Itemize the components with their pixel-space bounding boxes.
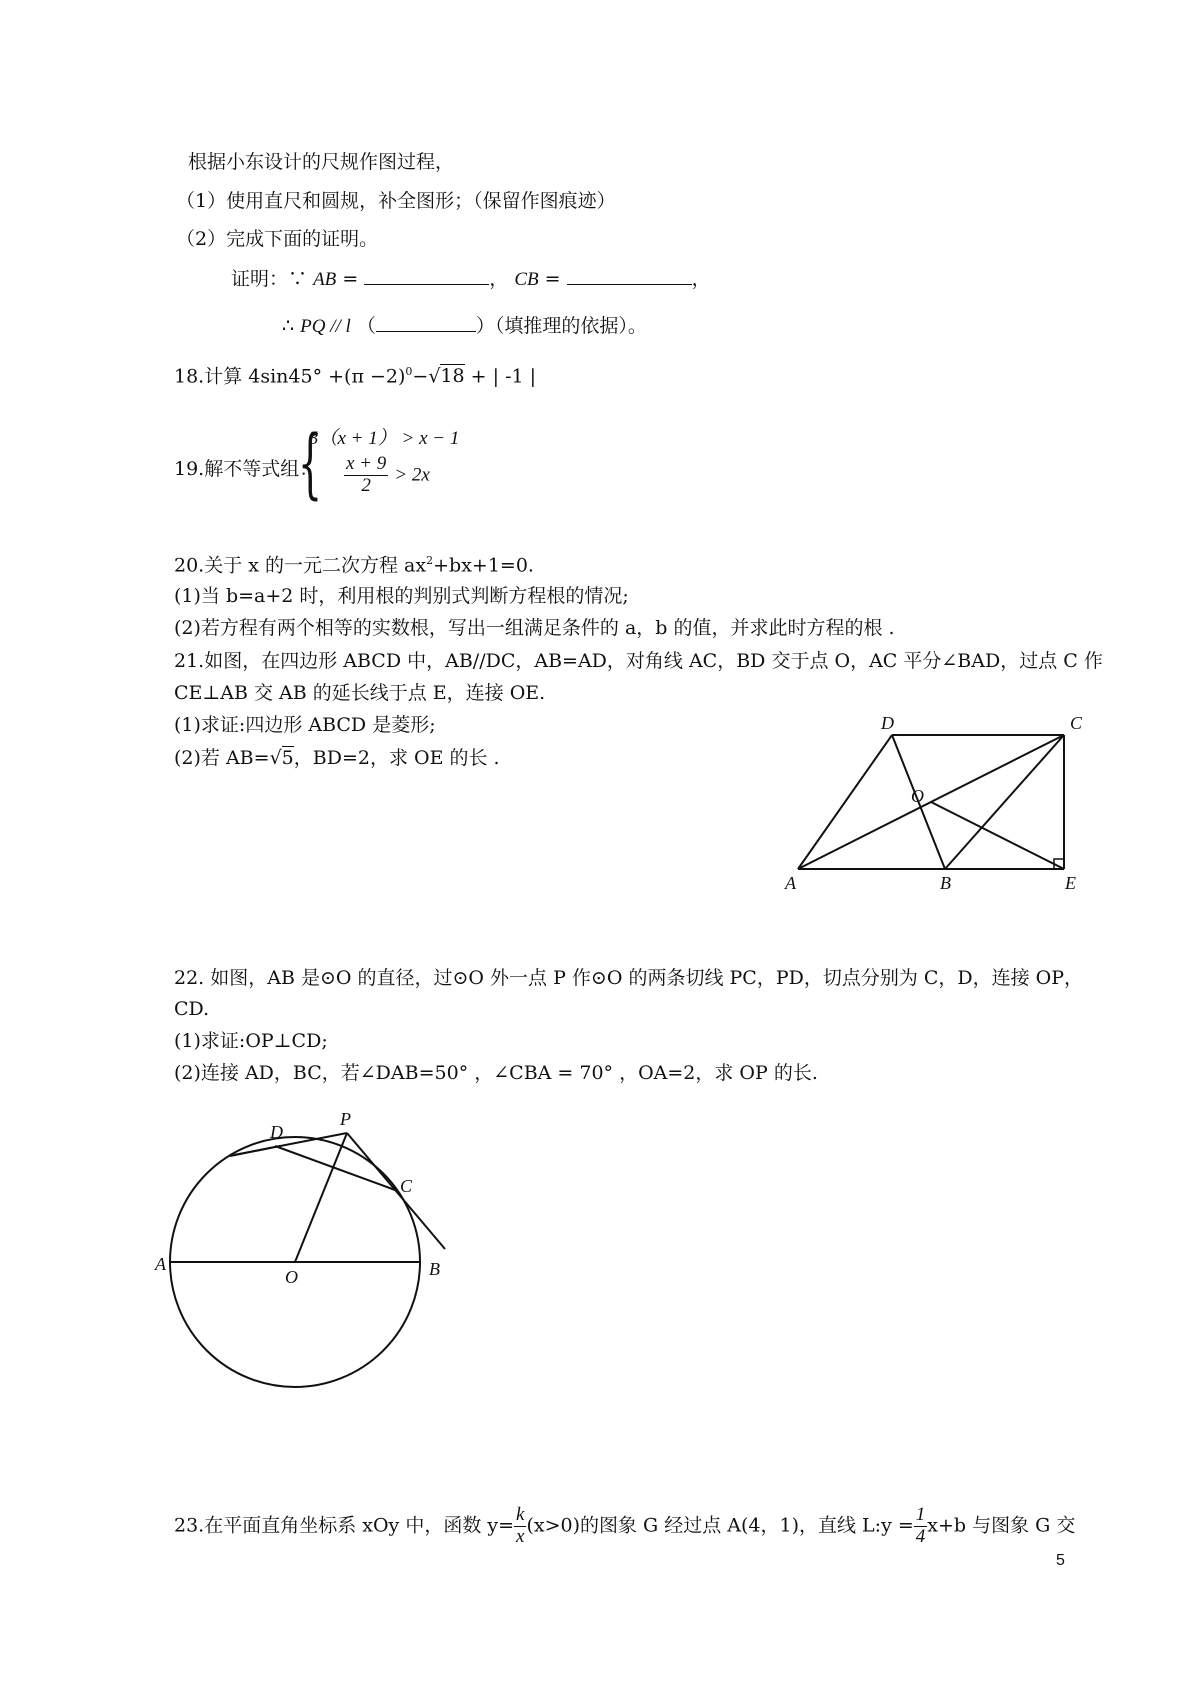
q23-c: x+b 与图象 G 交 (927, 1514, 1076, 1537)
segment-oe (931, 802, 1064, 869)
q21-part-2-b: ，BD=2，求 OE 的长 . (293, 747, 500, 769)
label-o: O (911, 786, 924, 806)
circle-tangent-figure (150, 1108, 470, 1398)
q19-rhs: > 2x (394, 464, 430, 486)
proof-eq-2: = (538, 268, 561, 290)
q21-sqrt: √5 (269, 747, 294, 769)
q23-f2-den: 4 (915, 1525, 926, 1547)
q21-part-2-a: (2)若 AB= (174, 747, 270, 769)
q18-sqrt: √18 (428, 365, 465, 388)
q22-part-1: (1)求证:OP⊥CD; (174, 1030, 328, 1052)
proof-comma-2: ， (691, 268, 711, 290)
rhombus-figure (775, 715, 1095, 890)
q19-numerator: x + 9 (346, 453, 387, 474)
q20-title-a: 20.关于 x 的一元二次方程 ax (174, 554, 427, 577)
label-p: P (340, 1109, 351, 1129)
reason-note: ）（填推理的依据）。 (475, 315, 647, 337)
q23-f2-num: 1 (915, 1504, 926, 1525)
proof-lead: 证明：∵ (231, 268, 308, 290)
label-b: B (940, 873, 951, 890)
q18-prefix: 18.计算 4sin45° +(π −2) (174, 365, 406, 388)
blank-ab[interactable] (364, 268, 489, 285)
q23-f1-num: k (516, 1504, 525, 1525)
q18-radicand: 18 (440, 365, 465, 388)
label-o-circle: O (285, 1267, 298, 1287)
segment-op (295, 1133, 347, 1262)
blank-reason[interactable] (376, 315, 476, 332)
q19-inequality-1: 3（x + 1） > x − 1 (309, 428, 460, 449)
therefore-symbol: ∴ (282, 315, 295, 337)
q23-f1-den: x (516, 1525, 525, 1547)
step-1-text: （1）使用直尺和圆规，补全图形；（保留作图痕迹） (176, 190, 616, 212)
q18-exponent: 0 (405, 365, 413, 378)
q22-line-1: 22. 如图，AB 是⊙O 的直径，过⊙O 外一点 P 作⊙O 的两条切线 PC，PD，切点分别为 C，D，连接 OP， (174, 967, 1084, 989)
step-2-text: （2）完成下面的证明。 (176, 228, 379, 250)
q20-part-1: (1)当 b=a+2 时，利用根的判别式判断方程根的情况; (174, 585, 629, 607)
q21-line-1: 21.如图，在四边形 ABCD 中，AB//DC，AB=AD，对角线 AC，BD 交于点 O，AC 平分∠BAD，过点 C 作 (174, 650, 1103, 672)
tangent-pc (347, 1133, 445, 1249)
proof-ab: AB (313, 269, 337, 290)
q20-exponent: 2 (426, 554, 434, 567)
page-number: 5 (1056, 1552, 1065, 1569)
q19-fraction (344, 454, 388, 497)
proof-eq: = (336, 268, 359, 290)
label-c-circle: C (400, 1176, 413, 1196)
q23-a: 23.在平面直角坐标系 xOy 中，函数 y= (174, 1514, 515, 1537)
label-d-circle: D (270, 1122, 283, 1142)
open-paren: （ (356, 315, 376, 337)
q21-line-2: CE⊥AB 交 AB 的延长线于点 E，连接 OE. (174, 682, 546, 704)
q20-title-b: +bx+1=0. (433, 554, 534, 577)
label-a-circle: A (155, 1254, 166, 1274)
label-b-circle: B (429, 1259, 440, 1279)
q20-title (174, 554, 534, 577)
q22-part-2: (2)连接 AD，BC，若∠DAB=50° ，∠CBA = 70° ，OA=2，求 OP 的长. (174, 1062, 818, 1084)
proof-cb: CB (514, 269, 539, 290)
proof-line-2 (282, 315, 647, 339)
q22-line-2: CD. (174, 998, 210, 1020)
q23-text (174, 1505, 1075, 1548)
pq-parallel-l: PQ // l (300, 316, 351, 337)
q23-b: (x>0)的图象 G 经过点 A(4，1)，直线 L:y = (526, 1514, 914, 1537)
q18-suffix: + | -1 | (464, 365, 537, 388)
q19-prefix: 19.解不等式组： (174, 458, 319, 480)
q18-text (174, 365, 536, 388)
label-d: D (881, 715, 894, 733)
q19-inequality-2 (344, 454, 430, 497)
label-c: C (1070, 715, 1083, 733)
q23-fraction-1-4 (914, 1505, 928, 1548)
q20-part-2: (2)若方程有两个相等的实数根，写出一组满足条件的 a，b 的值，并求此时方程的根 . (174, 617, 895, 639)
intro-text: 根据小东设计的尺规作图过程， (188, 151, 455, 173)
proof-comma: ， (489, 268, 509, 290)
q21-part-1: (1)求证:四边形 ABCD 是菱形; (174, 714, 436, 736)
q18-minus: − (412, 365, 429, 388)
blank-cb[interactable] (567, 268, 692, 285)
q19-denominator: 2 (361, 474, 371, 496)
q21-part-2 (174, 747, 500, 770)
system-brace: { (298, 418, 323, 507)
segment-bc (945, 735, 1064, 869)
segment-ad (798, 735, 892, 869)
q23-fraction-k-x (514, 1505, 526, 1548)
proof-line-1 (231, 268, 711, 292)
label-e: E (1065, 873, 1076, 890)
q21-radicand: 5 (281, 747, 294, 769)
label-a: A (785, 873, 796, 890)
